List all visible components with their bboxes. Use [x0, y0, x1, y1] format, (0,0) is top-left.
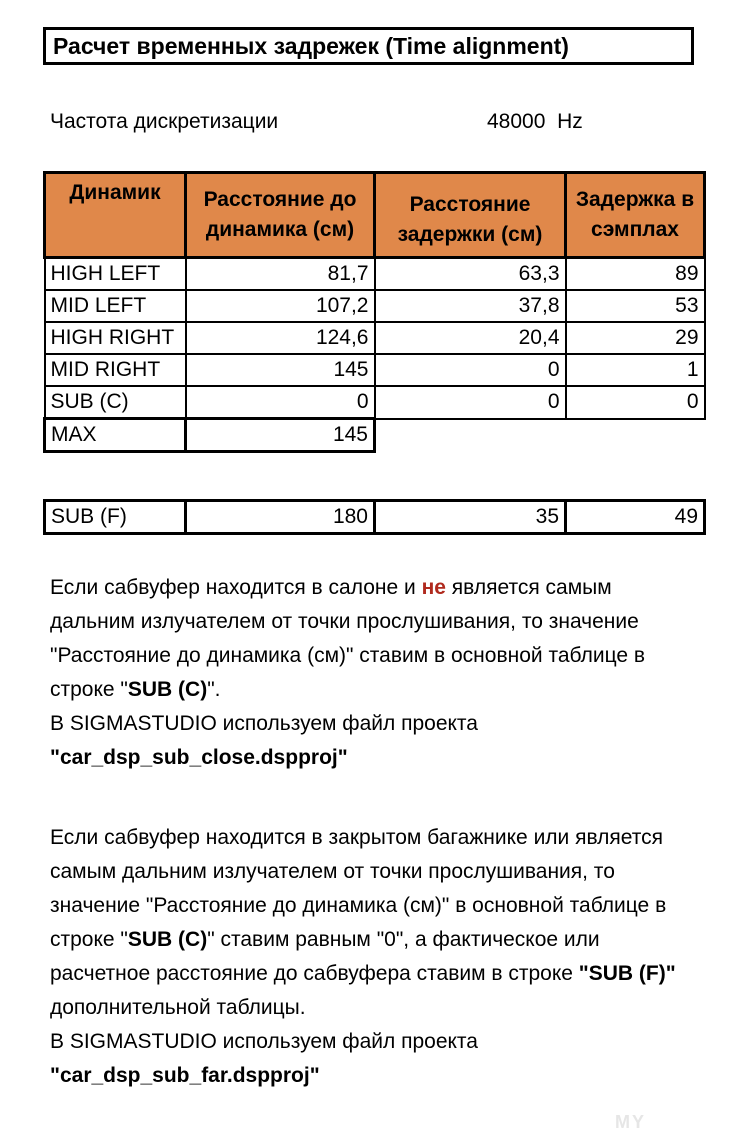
header-delay-distance: Расстояние задержки (см): [375, 173, 566, 258]
max-row: [45, 419, 705, 452]
instruction-close-sub: Если сабвуфер находится в салоне и не является самым дальним излучателем от точки прослушивания, то значение "Расстояние до динамика (см)" ставим в основной таблице в строке "SUB (C)". В SIGMASTUDIO используем файл проекта "car_dsp_sub_close.dspproj": [50, 576, 646, 769]
table-row: [45, 322, 705, 354]
project-file-name: "car_dsp_sub_close.dspproj": [50, 746, 348, 769]
instruction-far-sub: Если сабвуфер находится в закрытом багажнике или является самым дальним излучателем от точки прослушивания, то значение "Расстояние до динамика (см)" в основной таблице в строке "SUB (C)" ставим равным "0", а фактическое или расчетное расстояние до сабвуфера ставим в строке "SUB (F)" дополнительной таблицы. В SIGMASTUDIO используем файл проекта "car_dsp_sub_far.dspproj": [50, 826, 676, 1087]
header-delay-samples: Задержка в сэмплах: [566, 173, 705, 258]
delay-samples: 0: [566, 386, 705, 419]
speaker-name: MID RIGHT: [45, 354, 186, 386]
speaker-distance: 81,7: [186, 258, 375, 291]
max-value: 145: [186, 419, 375, 452]
speaker-name: MID LEFT: [45, 290, 186, 322]
speaker-distance: 0: [186, 386, 375, 419]
sampling-rate-value: 48000 Hz: [487, 110, 583, 133]
table-row: [45, 258, 705, 291]
project-file-name: "car_dsp_sub_far.dspproj": [50, 1064, 320, 1087]
sub-far-table: [43, 499, 706, 535]
delay-table: [43, 171, 706, 453]
project-file-label: В SIGMASTUDIO используем файл проекта: [50, 1030, 478, 1053]
speaker-distance: 145: [186, 354, 375, 386]
sampling-rate-label: Частота дискретизации: [50, 110, 279, 133]
speaker-name: HIGH RIGHT: [45, 322, 186, 354]
speaker-name: SUB (F): [45, 501, 186, 534]
delay-distance: 63,3: [375, 258, 566, 291]
table-row: [45, 290, 705, 322]
table-row: [45, 354, 705, 386]
delay-samples: 53: [566, 290, 705, 322]
delay-distance: 0: [375, 354, 566, 386]
delay-samples: 89: [566, 258, 705, 291]
delay-samples: 29: [566, 322, 705, 354]
delay-distance: 37,8: [375, 290, 566, 322]
speaker-distance: 107,2: [186, 290, 375, 322]
table-row: [45, 501, 705, 534]
table-header-row: [45, 173, 705, 258]
delay-distance: 0: [375, 386, 566, 419]
sub-f-ref: "SUB (F)": [578, 962, 676, 985]
header-speaker: Динамик: [45, 173, 186, 258]
sub-c-ref: SUB (C): [127, 928, 208, 951]
page-title: Расчет временных задрежек (Time alignment): [43, 27, 694, 65]
header-distance: Расстояние до динамика (см): [186, 173, 375, 258]
speaker-distance: 180: [186, 501, 375, 534]
delay-samples: 1: [566, 354, 705, 386]
watermark: MY: [615, 1112, 646, 1132]
speaker-name: SUB (C): [45, 386, 186, 419]
max-label: MAX: [45, 419, 186, 452]
speaker-distance: 124,6: [186, 322, 375, 354]
speaker-name: HIGH LEFT: [45, 258, 186, 291]
delay-distance: 35: [375, 501, 566, 534]
emphasis-not: не: [421, 576, 446, 599]
project-file-label: В SIGMASTUDIO используем файл проекта: [50, 712, 478, 735]
delay-distance: 20,4: [375, 322, 566, 354]
delay-samples: 49: [566, 501, 705, 534]
sub-c-ref: SUB (C): [127, 678, 208, 701]
table-row: [45, 386, 705, 419]
